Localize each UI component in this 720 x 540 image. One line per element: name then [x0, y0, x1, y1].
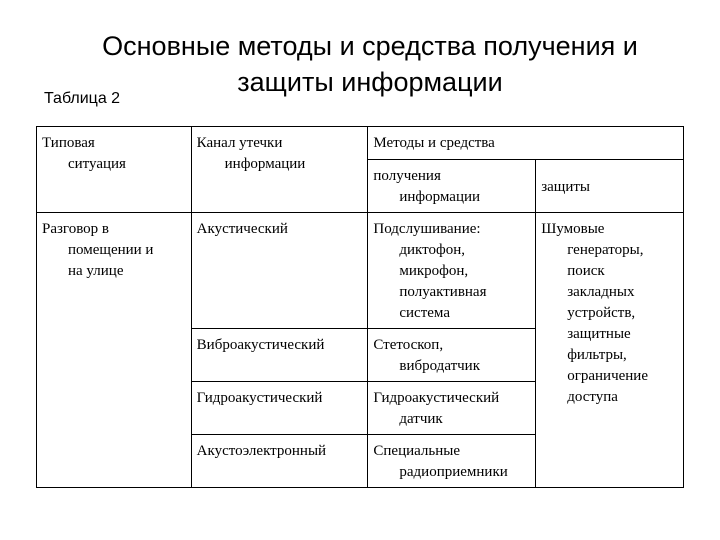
methods-table [36, 126, 684, 488]
obtain-cell [368, 213, 536, 329]
protection-line: Шумовые [541, 221, 605, 237]
header-situation-line-1: Типовая [42, 135, 95, 151]
protection-line: устройств, [567, 305, 636, 321]
header-row-1 [37, 127, 684, 160]
situation-line-2: помещении и [68, 242, 154, 258]
situation-line-1: Разговор в [42, 221, 110, 237]
obtain-line: вибродатчик [399, 358, 480, 374]
obtain-line: Специальные [373, 443, 460, 459]
channel-cell: Акустоэлектронный [191, 435, 368, 488]
protection-line: поиск [567, 263, 605, 279]
slide-title [60, 28, 680, 100]
table-caption: Таблица 2 [44, 90, 121, 107]
obtain-line: полуактивная [399, 284, 487, 300]
obtain-line: система [399, 305, 450, 321]
protection-line: закладных [567, 284, 635, 300]
situation-cell [37, 213, 192, 488]
channel-cell: Виброакустический [191, 329, 368, 382]
header-obtaining-line-2: информации [399, 189, 481, 205]
protection-line: фильтры, [567, 347, 627, 363]
obtain-line: Гидроакустический [373, 390, 500, 406]
table-row [37, 213, 684, 329]
protection-line: генераторы, [567, 242, 644, 258]
header-situation [37, 127, 192, 213]
obtain-cell [368, 382, 536, 435]
obtain-cell [368, 435, 536, 488]
header-channel-line-1: Канал утечки [196, 135, 283, 151]
obtain-cell [368, 329, 536, 382]
obtain-line: Подслушивание: [373, 221, 481, 237]
header-protection: защиты [536, 160, 684, 213]
protection-line: ограничение [567, 368, 648, 384]
title-line-2: защиты информации [237, 67, 503, 97]
channel-cell: Гидроакустический [191, 382, 368, 435]
situation-line-3: на улице [68, 263, 124, 279]
header-situation-line-2: ситуация [68, 156, 126, 172]
protection-line: защитные [567, 326, 631, 342]
channel-cell: Акустический [191, 213, 368, 329]
protection-cell [536, 213, 684, 488]
protection-line: доступа [567, 389, 618, 405]
obtain-line: датчик [399, 411, 443, 427]
header-channel-line-2: информации [224, 156, 306, 172]
header-obtaining [368, 160, 536, 213]
title-line-1: Основные методы и средства получения и [102, 31, 638, 61]
obtain-line: микрофон, [399, 263, 469, 279]
obtain-line: Стетоскоп, [373, 337, 444, 353]
header-methods: Методы и средства [368, 127, 684, 160]
header-obtaining-line-1: получения [373, 168, 441, 184]
obtain-line: диктофон, [399, 242, 465, 258]
header-channel [191, 127, 368, 213]
obtain-line: радиоприемники [399, 464, 508, 480]
